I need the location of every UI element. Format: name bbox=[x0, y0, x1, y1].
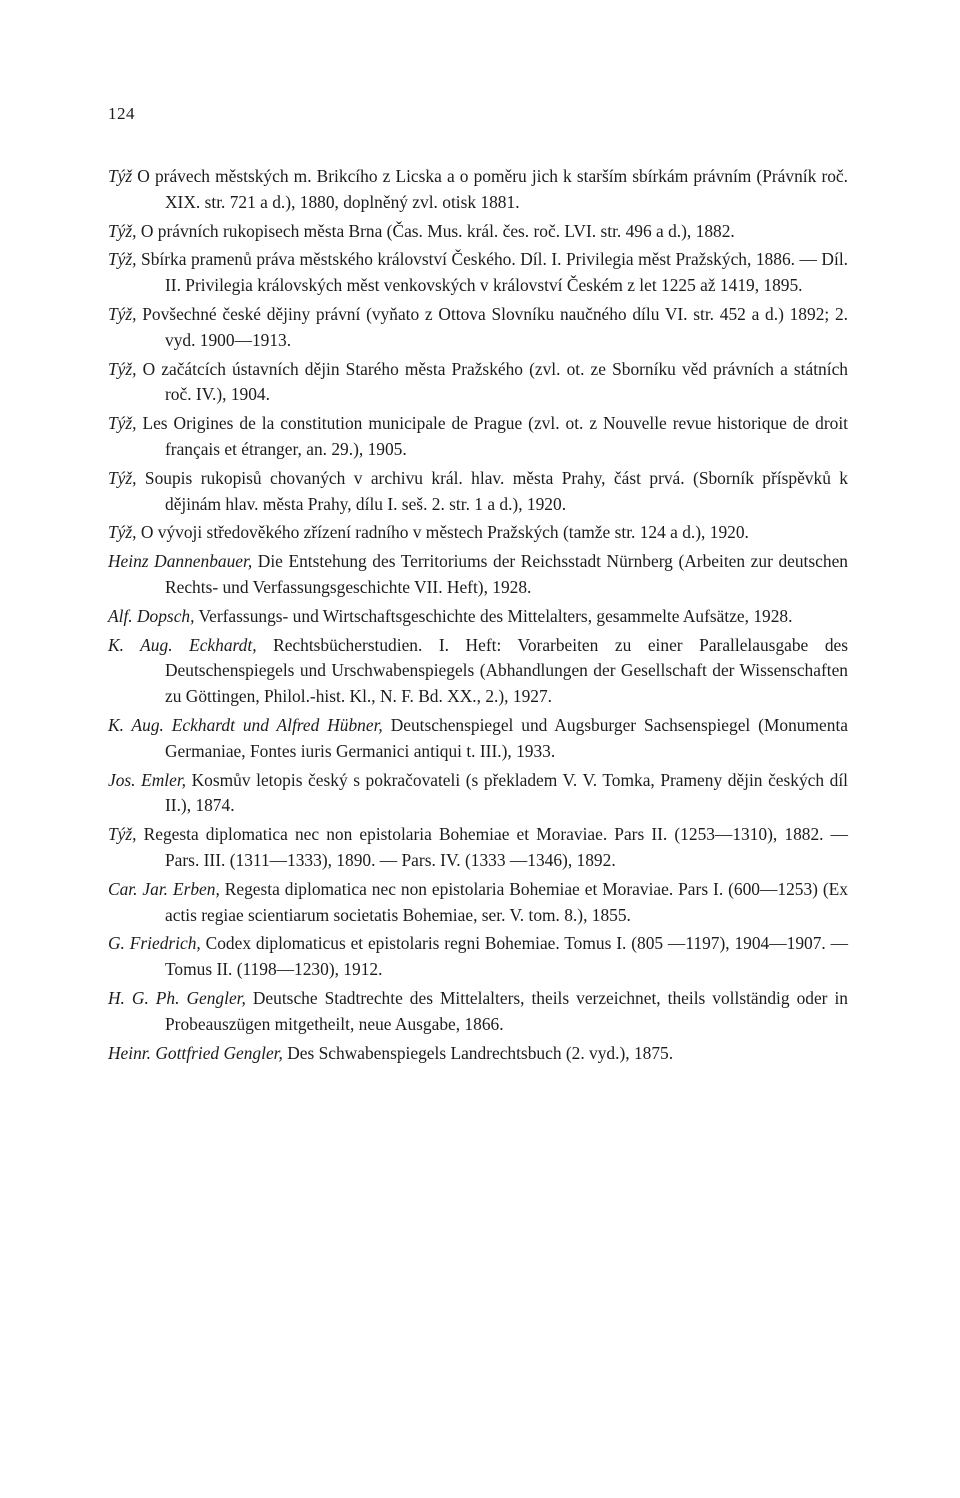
entry-author: Týž, bbox=[108, 467, 137, 488]
entry-text: Regesta diplomatica nec non epistolaria Bohemiae et Moraviae. Pars II. (1253—1310), 1882. — Pars. III. (1311—1333), 1890. — Pars. IV. (1333 —1346), 1892. bbox=[136, 824, 848, 870]
entry-text: Verfassungs- und Wirtschaftsgeschichte des Mittelalters, gesammelte Aufsätze, 1928. bbox=[194, 605, 793, 626]
entry-author: G. Friedrich, bbox=[108, 933, 201, 954]
entry-text: Kosmův letopis český s pokračovateli (s překladem V. V. Tomka, Prameny dějin českých díl II.), 1874. bbox=[165, 769, 849, 816]
bibliography-entry bbox=[108, 713, 848, 765]
bibliography-entry bbox=[108, 768, 848, 820]
bibliography-entry bbox=[108, 986, 848, 1038]
entry-author: K. Aug. Eckhardt, bbox=[108, 634, 257, 655]
entry-text: O právech městských m. Brikcího z Licska a o poměru jich k starším sbírkám právním (Právník roč. XIX. str. 721 a d.), 1880, doplněný zvl. otisk 1881. bbox=[132, 166, 848, 212]
entry-author: Jos. Emler, bbox=[108, 769, 187, 790]
bibliography-entry bbox=[108, 164, 848, 216]
entry-author: Heinz Dannenbauer, bbox=[108, 551, 253, 572]
entry-text: O začátcích ústavních dějin Starého města Pražského (zvl. ot. ze Sborníku věd právních a státních roč. IV.), 1904. bbox=[136, 358, 848, 405]
entry-author: Týž, bbox=[108, 249, 137, 270]
bibliography-entry bbox=[108, 877, 848, 929]
entry-text: O vývoji středověkého zřízení radního v městech Pražských (tamže str. 124 a d.), 1920. bbox=[136, 522, 749, 543]
bibliography-list bbox=[108, 164, 848, 1069]
bibliography-entry bbox=[108, 633, 848, 710]
bibliography-entry bbox=[108, 1041, 848, 1067]
entry-author: Týž, bbox=[108, 824, 137, 845]
entry-text: Sbírka pramenů práva městského království Českého. Díl. I. Privilegia měst Pražských, 1886. — Díl. II. Privilegia královských měst venkovských v království Českém z let 1225 až 1419, 1895. bbox=[136, 249, 848, 296]
entry-author: K. Aug. Eckhardt und Alfred Hübner, bbox=[108, 714, 383, 735]
bibliography-entry bbox=[108, 604, 848, 630]
entry-text: Les Origines de la constitution municipale de Prague (zvl. ot. z Nouvelle revue historique de droit français et étranger, an. 29.), 1905. bbox=[136, 413, 848, 459]
entry-text: Die Entstehung des Territoriums der Reichsstadt Nürnberg (Arbeiten zur deutschen Rechts- und Verfassungsgeschichte VII. Heft), 1928. bbox=[165, 551, 848, 597]
entry-author: H. G. Ph. Gengler, bbox=[108, 987, 246, 1008]
entry-text: Regesta diplomatica nec non epistolaria Bohemiae et Moraviae. Pars I. (600—1253) (Ex actis regiae scientiarum societatis Bohemiae, ser. V. tom. 8.), 1855. bbox=[165, 878, 848, 925]
entry-author: Týž, bbox=[108, 220, 137, 241]
entry-text: Povšechné české dějiny právní (vyňato z Ottova Slovníku naučného dílu VI. str. 452 a d.) 1892; 2. vyd. 1900—1913. bbox=[136, 303, 848, 350]
entry-author: Týž, bbox=[108, 522, 137, 543]
entry-author: Car. Jar. Erben, bbox=[108, 878, 220, 899]
bibliography-entry bbox=[108, 466, 848, 518]
bibliography-entry bbox=[108, 822, 848, 874]
bibliography-entry bbox=[108, 520, 848, 546]
entry-text: Soupis rukopisů chovaných v archivu král. hlav. města Prahy, část prvá. (Sborník příspěvků k dějinám hlav. města Prahy, dílu I. seš. 2. str. 1 a d.), 1920. bbox=[136, 467, 848, 514]
entry-text: Deutschenspiegel und Augsburger Sachsenspiegel (Monumenta Germaniae, Fontes iuris Germanici antiqui t. III.), 1933. bbox=[165, 714, 848, 761]
entry-author: Týž, bbox=[108, 358, 137, 379]
entry-text: Codex diplomaticus et epistolaris regni Bohemiae. Tomus I. (805 —1197), 1904—1907. — Tomus II. (1198—1230), 1912. bbox=[165, 933, 848, 980]
entry-author: Heinr. Gottfried Gengler, bbox=[108, 1042, 283, 1063]
entry-author: Týž, bbox=[108, 413, 137, 434]
entry-text: Deutsche Stadtrechte des Mittelalters, theils verzeichnet, theils vollständig oder in Probeauszügen mitgetheilt, neue Ausgabe, 1866. bbox=[165, 987, 848, 1034]
bibliography-entry bbox=[108, 302, 848, 354]
bibliography-entry bbox=[108, 247, 848, 299]
entry-text: Rechtsbücherstudien. I. Heft: Vorarbeiten zu einer Parallelausgabe des Deutschenspiegels und Urschwabenspiegels (Abhandlungen der Gesellschaft der Wissenschaften zu Göttingen, Philol.-hist. Kl., N. F. Bd. XX., 2.), 1927. bbox=[165, 634, 848, 707]
bibliography-entry bbox=[108, 549, 848, 601]
bibliography-entry bbox=[108, 219, 848, 245]
bibliography-entry bbox=[108, 357, 848, 409]
bibliography-entry bbox=[108, 411, 848, 463]
entry-author: Alf. Dopsch, bbox=[108, 605, 195, 626]
entry-author: Týž bbox=[108, 166, 133, 186]
entry-text: O právních rukopisech města Brna (Čas. Mus. král. čes. roč. LVI. str. 496 a d.), 1882. bbox=[136, 220, 735, 241]
entry-author: Týž, bbox=[108, 303, 137, 324]
page-number: 124 bbox=[108, 104, 135, 123]
bibliography-entry bbox=[108, 931, 848, 983]
entry-text: Des Schwabenspiegels Landrechtsbuch (2. vyd.), 1875. bbox=[282, 1042, 674, 1063]
